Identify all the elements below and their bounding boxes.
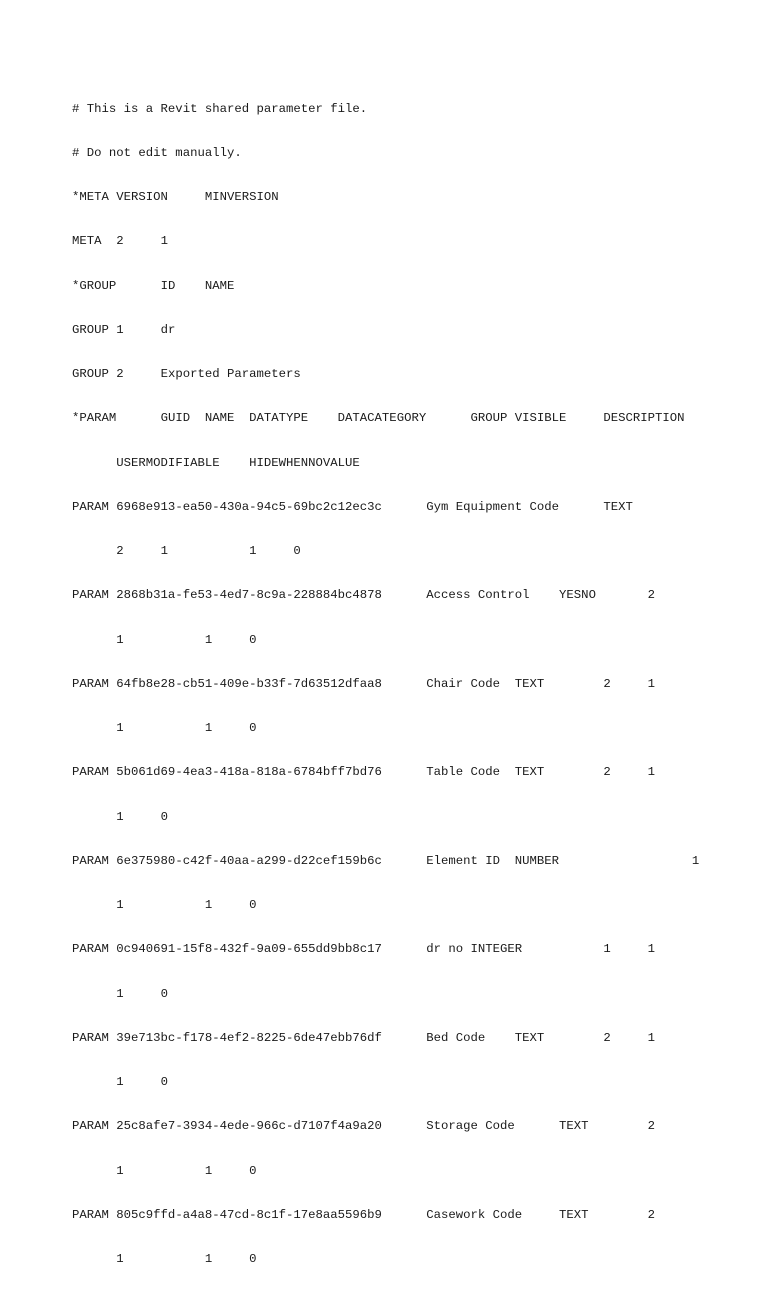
param-row-continuation-line: 1 0 — [72, 986, 168, 1001]
param-row-continuation-line: 1 1 0 — [72, 898, 257, 912]
param-row-line: PARAM 6968e913-ea50-430a-94c5-69bc2c12ec3c Gym Equipment Code TEXT — [72, 499, 633, 514]
param-row-continuation-line: 2 1 1 0 — [72, 544, 301, 558]
file-comment-line: # Do not edit manually. — [72, 145, 242, 160]
param-row-continuation-line: 1 1 0 — [72, 721, 257, 735]
param-row-continuation-line: 1 1 0 — [72, 1252, 257, 1266]
shared-parameter-file-text — [72, 72, 699, 1296]
param-row-line: PARAM 5b061d69-4ea3-418a-818a-6784bff7bd76 Table Code TEXT 2 1 — [72, 765, 655, 780]
file-comment-line: # This is a Revit shared parameter file. — [72, 101, 368, 116]
param-row-line: PARAM 0c940691-15f8-432f-9a09-655dd9bb8c17 dr no INTEGER 1 1 — [72, 942, 655, 957]
group-row-line: GROUP 2 Exported Parameters — [72, 367, 301, 381]
param-row-line: PARAM 805c9ffd-a4a8-47cd-8c1f-17e8aa5596b9 Casework Code TEXT 2 — [72, 1207, 655, 1222]
meta-header-line: *META VERSION MINVERSION — [72, 190, 279, 204]
param-header-continuation-line: USERMODIFIABLE HIDEWHENNOVALUE — [72, 455, 360, 470]
param-header-line: *PARAM GUID NAME DATATYPE DATACATEGORY GROUP VISIBLE DESCRIPTION — [72, 411, 685, 426]
param-row-continuation-line: 1 1 0 — [72, 632, 257, 647]
param-row-line: PARAM 64fb8e28-cb51-409e-b33f-7d63512dfaa8 Chair Code TEXT 2 1 — [72, 676, 655, 691]
param-row-continuation-line: 1 0 — [72, 809, 168, 824]
meta-row-line: META 2 1 — [72, 234, 168, 249]
param-row-continuation-line: 1 0 — [72, 1075, 168, 1089]
group-row-line: GROUP 1 dr — [72, 322, 176, 337]
group-header-line: *GROUP ID NAME — [72, 278, 235, 293]
param-row-line: PARAM 39e713bc-f178-4ef2-8225-6de47ebb76df Bed Code TEXT 2 1 — [72, 1030, 655, 1045]
param-row-continuation-line: 1 1 0 — [72, 1163, 257, 1178]
param-row-line: PARAM 2868b31a-fe53-4ed7-8c9a-228884bc4878 Access Control YESNO 2 — [72, 588, 655, 603]
param-row-line: PARAM 6e375980-c42f-40aa-a299-d22cef159b6c Element ID NUMBER 1 — [72, 853, 700, 868]
param-row-line: PARAM 25c8afe7-3934-4ede-966c-d7107f4a9a20 Storage Code TEXT 2 — [72, 1119, 655, 1134]
